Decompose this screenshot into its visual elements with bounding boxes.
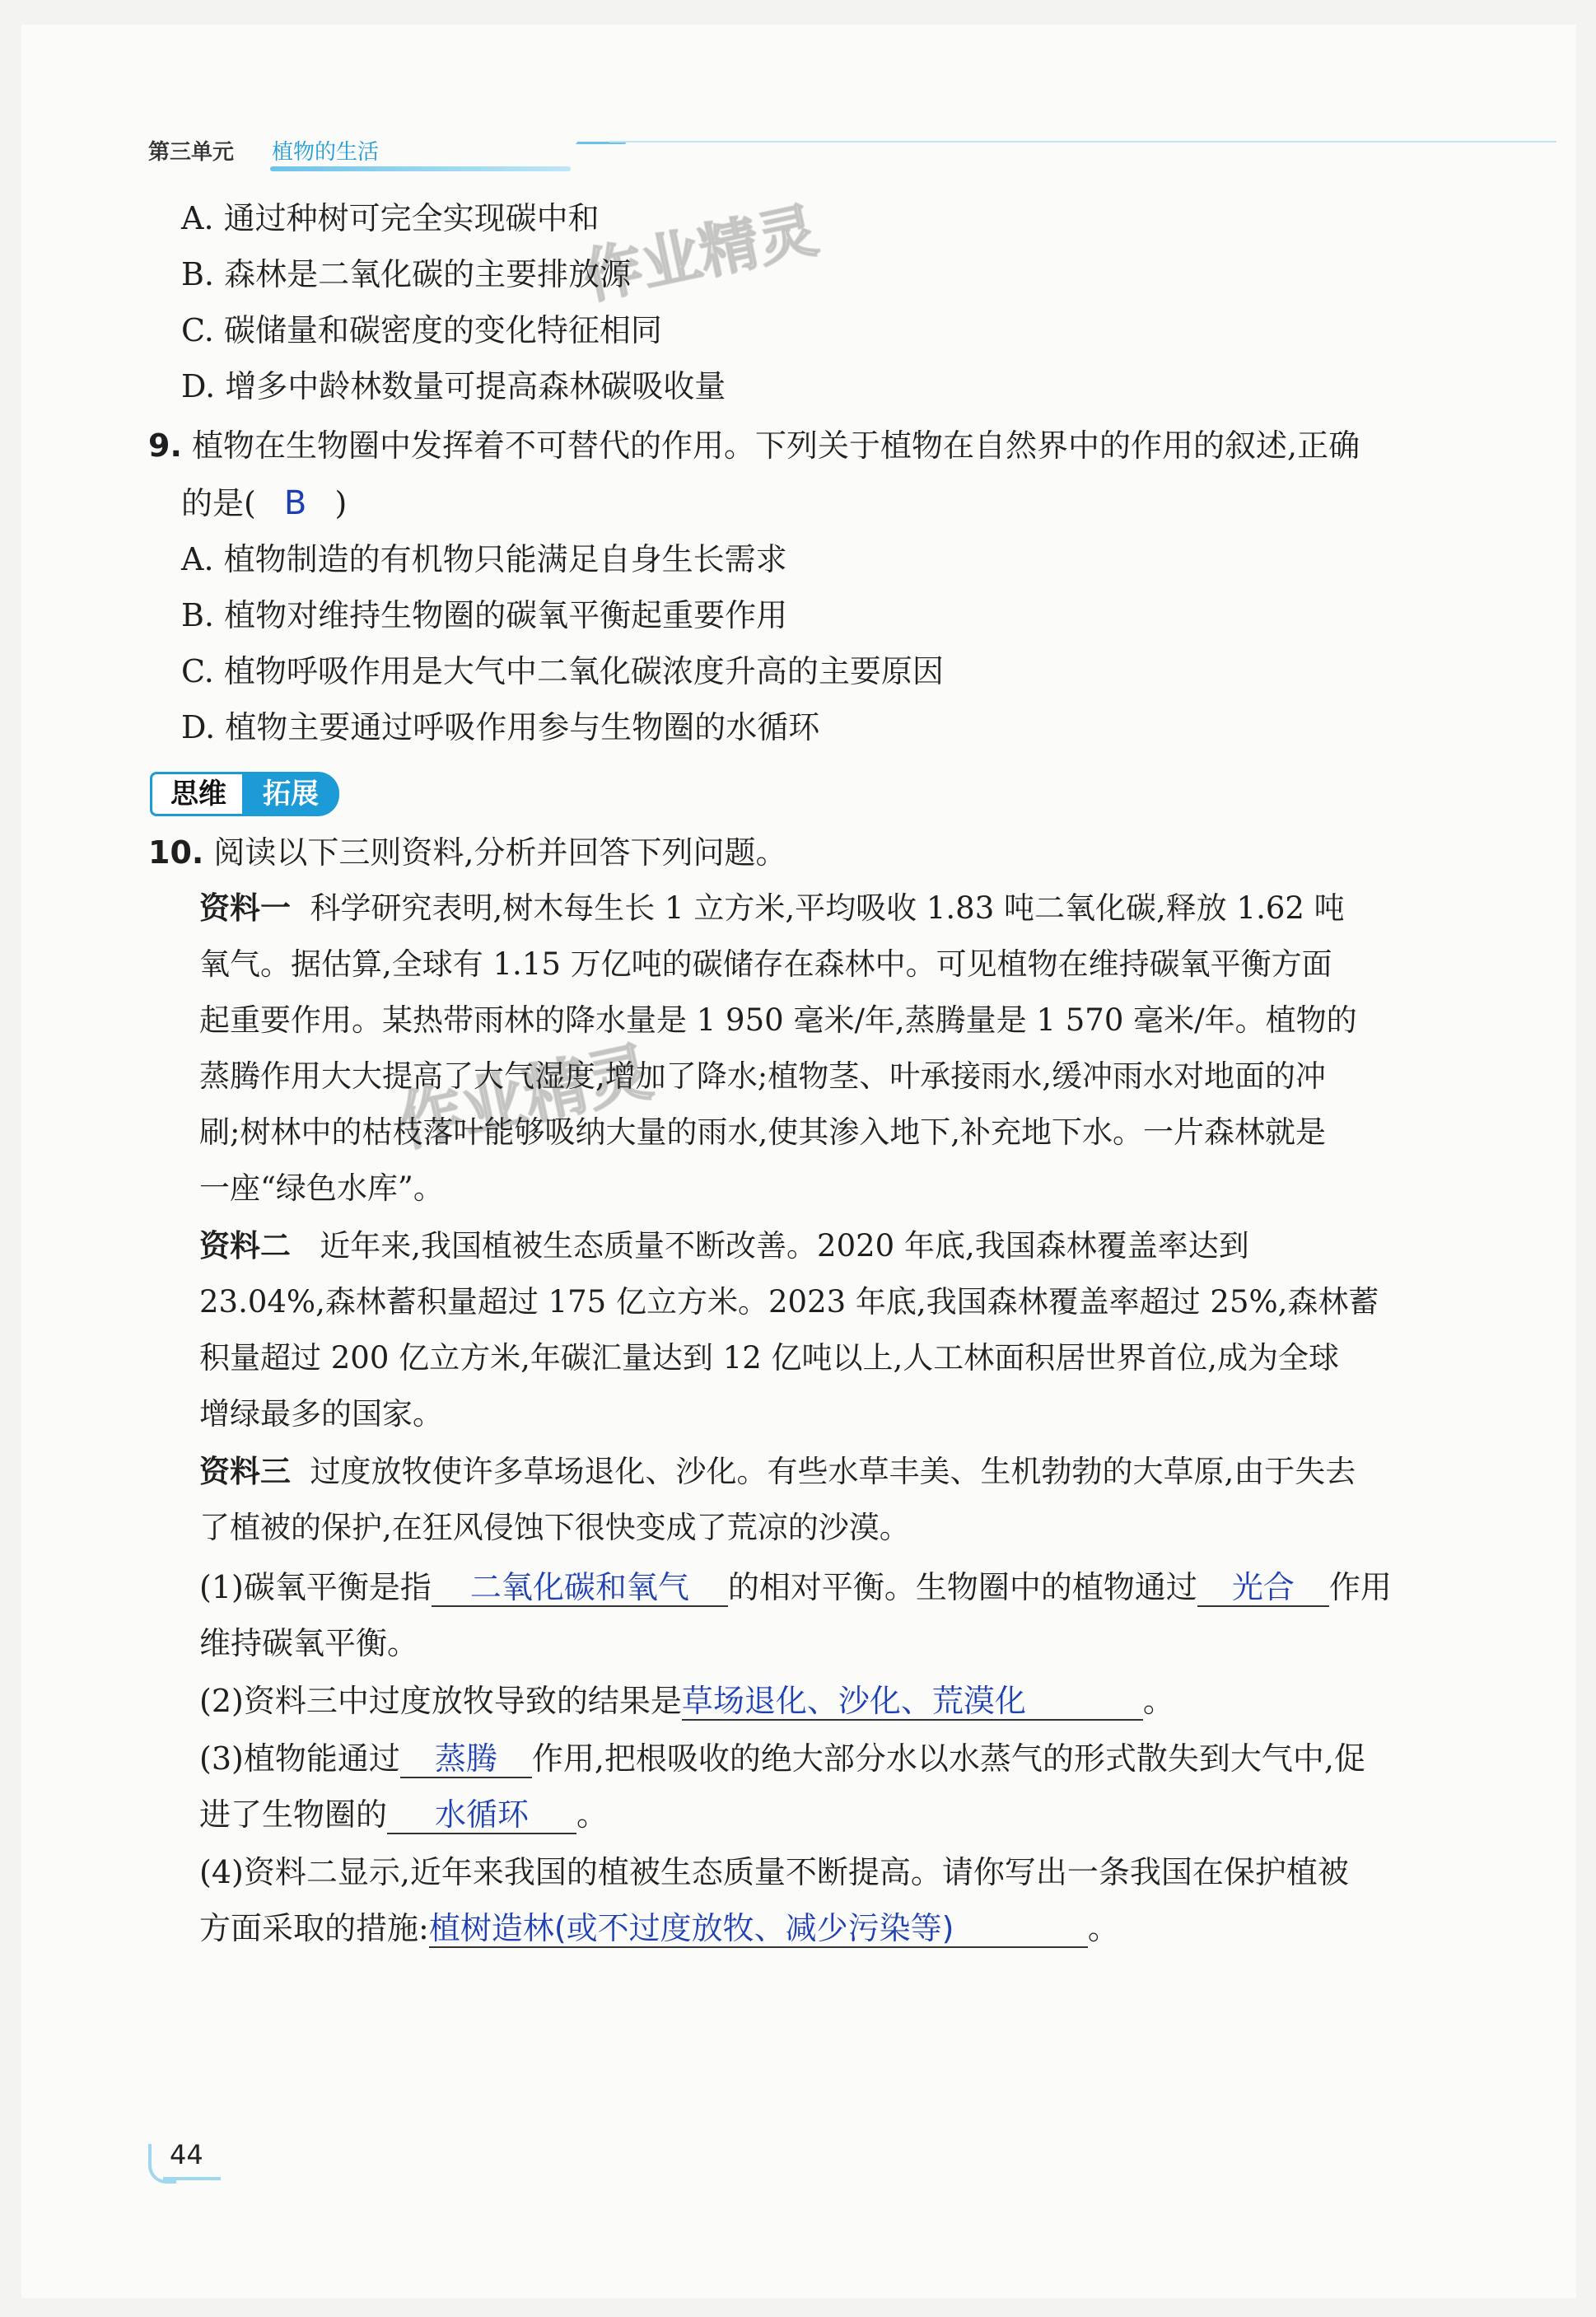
q10-sub1-line1: (1)碳氧平衡是指 二氧化碳和氧气 的相对平衡。生物圈中的植物通过 光合 作用	[199, 1569, 1392, 1605]
q9-number: 9.	[148, 427, 182, 464]
material2-label: 资料二	[199, 1228, 291, 1264]
material2-line: 积量超过 200 亿立方米,年碳汇量达到 12 亿吨以上,人工林面积居世界首位,成为全球	[199, 1340, 1340, 1376]
unit-label: 第三单元	[148, 140, 235, 165]
material1-line: 刷;树林中的枯枝落叶能够吸纳大量的雨水,使其渗入地下,补充地下水。一片森林就是	[199, 1114, 1326, 1150]
material1-line: 氧气。据估算,全球有 1.15 万亿吨的碳储存在森林中。可见植物在维持碳氧平衡方面	[199, 946, 1332, 982]
q9-stem-line2	[181, 483, 347, 524]
q8-option-b: B. 森林是二氧化碳的主要排放源	[181, 256, 632, 292]
q10-sub2: (2)资料三中过度放牧导致的结果是草场退化、沙化、荒漠化 。	[199, 1683, 1174, 1719]
page-number-marker	[148, 2137, 222, 2187]
section-badge	[150, 770, 348, 815]
material1-line: 起重要作用。某热带雨林的降水量是 1 950 毫米/年,蒸腾量是 1 570 毫米/年。植物的	[199, 1002, 1357, 1038]
q8-option-c: C. 碳储量和碳密度的变化特征相同	[181, 312, 662, 348]
material3-line: 了植被的保护,在狂风侵蚀下很快变成了荒凉的沙漠。	[199, 1510, 910, 1545]
q10-sub4-answer: 植树造林(或不过度放牧、减少污染等)	[429, 1910, 1088, 1948]
q10-sub3-line2: 进了生物圈的 水循环 。	[199, 1796, 609, 1833]
q10-sub1-answer1: 二氧化碳和氧气	[432, 1569, 728, 1607]
q10-sub4-line1: (4)资料二显示,近年来我国的植被生态质量不断提高。请你写出一条我国在保护植被	[199, 1854, 1349, 1890]
q8-option-a: A. 通过种树可完全实现碳中和	[181, 200, 600, 236]
q10-sub1-line2: 维持碳氧平衡。	[199, 1625, 419, 1661]
material2-line: 23.04%,森林蓄积量超过 175 亿立方米。2023 年底,我国森林覆盖率超过 25%,森林蓄	[199, 1284, 1379, 1320]
q8-option-d: D. 增多中龄林数量可提高森林碳吸收量	[181, 368, 726, 404]
material1-line: 蒸腾作用大大提高了大气湿度,增加了降水;植物茎、叶承接雨水,缓冲雨水对地面的冲	[199, 1058, 1326, 1094]
section-badge-left: 思维	[150, 772, 247, 816]
q9-stem-line1	[148, 425, 1360, 466]
q10-stem-text: 阅读以下三则资料,分析并回答下列问题。	[213, 834, 787, 871]
watermark-logo: 作业精灵	[576, 194, 824, 312]
material1-line: 资料一 科学研究表明,树木每生长 1 立方米,平均吸收 1.83 吨二氧化碳,释放 1.62 吨	[199, 890, 1345, 926]
page-number: 44	[170, 2139, 203, 2170]
section-badge-right: 拓展	[242, 772, 339, 816]
page-number-bar-decor	[163, 2177, 221, 2180]
q10-sub3-answer1: 蒸腾	[400, 1740, 532, 1778]
material2-line: 资料二 近年来,我国植被生态质量不断改善。2020 年底,我国森林覆盖率达到	[199, 1228, 1249, 1264]
material1-line: 一座“绿色水库”。	[199, 1170, 444, 1206]
q9-option-c: C. 植物呼吸作用是大气中二氧化碳浓度升高的主要原因	[181, 653, 944, 689]
q10-sub4-line2: 方面采取的措施:植树造林(或不过度放牧、减少污染等) 。	[199, 1910, 1119, 1946]
material3-label: 资料三	[199, 1454, 291, 1489]
q9-bracket-close: )	[334, 485, 348, 521]
watermark-logo: 作业精灵	[391, 1035, 659, 1161]
q9-option-d: D. 植物主要通过呼吸作用参与生物圈的水循环	[181, 709, 820, 745]
material2-line: 增绿最多的国家。	[199, 1396, 443, 1432]
q9-stem-text: 植物在生物圈中发挥着不可替代的作用。下列关于植物在自然界中的作用的叙述,正确	[191, 427, 1360, 464]
material1-label: 资料一	[199, 890, 291, 926]
q10-number: 10.	[148, 834, 204, 871]
q10-sub3-answer2: 水循环	[387, 1796, 576, 1834]
header-rule	[609, 141, 1556, 142]
q10-sub3-line1: (3)植物能通过 蒸腾 作用,把根吸收的绝大部分水以水蒸气的形式散失到大气中,促	[199, 1740, 1365, 1777]
q9-option-b: B. 植物对维持生物圈的碳氧平衡起重要作用	[181, 597, 788, 633]
unit-title: 植物的生活	[272, 140, 380, 165]
q10-sub2-answer: 草场退化、沙化、荒漠化	[682, 1683, 1143, 1721]
material3-line: 资料三 过度放牧使许多草场退化、沙化。有些水草丰美、生机勃勃的大草原,由于失去	[199, 1454, 1356, 1489]
header-underline	[270, 166, 571, 171]
q10-sub1-answer2: 光合	[1197, 1569, 1329, 1607]
q9-option-a: A. 植物制造的有机物只能满足自身生长需求	[181, 541, 787, 577]
q10-stem	[148, 832, 787, 873]
q9-answer: B	[283, 484, 307, 522]
q9-bracket-open: 的是(	[181, 485, 256, 521]
